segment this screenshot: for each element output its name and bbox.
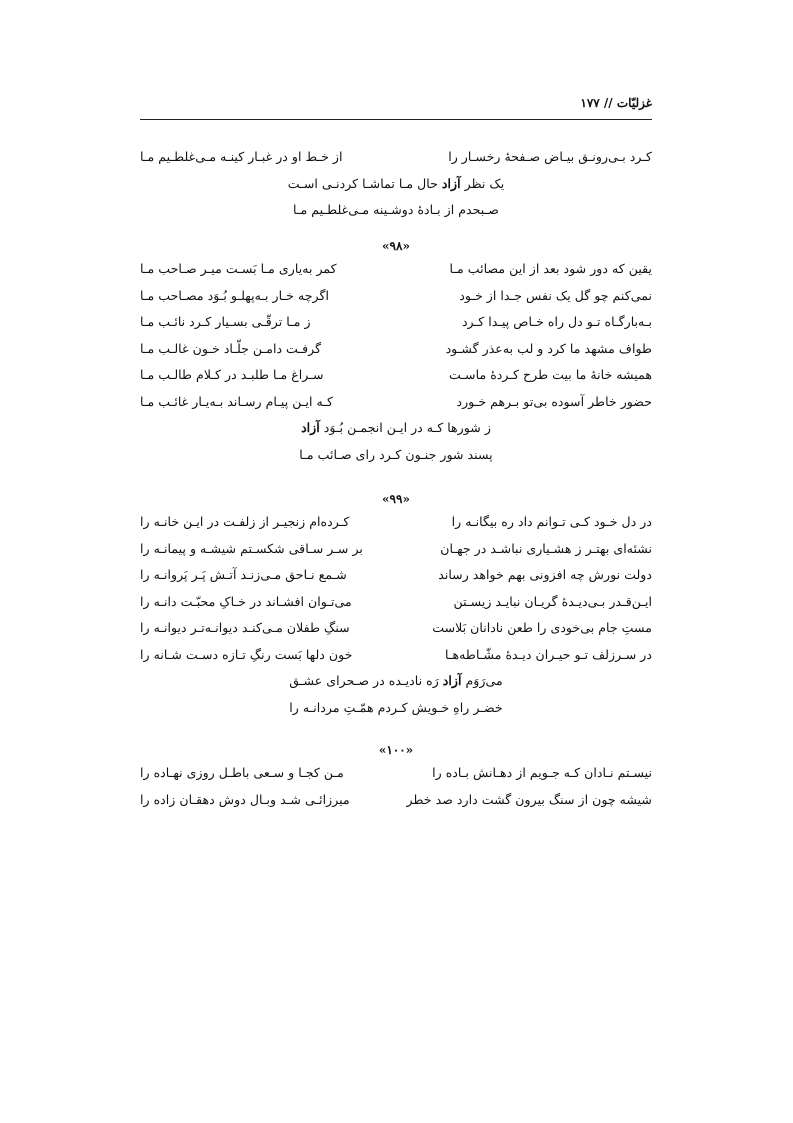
couplet [140, 389, 652, 416]
poem-100 [140, 740, 652, 813]
poet-name: آزاد [301, 420, 320, 435]
hemistich-second: سنگِ طفلان مـی‌کنـد دیوانـه‌تـر دیوانـه را [140, 620, 350, 635]
hemistich-first: کـرد بـی‌رونـق بیـاض صـفحهٔ رخسـار را [448, 149, 652, 164]
hemistich-second: گرفـت دامـن جلّـاد خـون غالـب مـا [140, 340, 322, 356]
couplet [140, 536, 652, 563]
poem-number: «۹۹» [382, 492, 410, 506]
poem-number: «۱۰۰» [378, 743, 414, 757]
hemistich-second: شـمع نـاحق مـی‌زنـد آتـش پَـر پَروانـه را [140, 567, 347, 582]
couplet [140, 787, 652, 814]
running-head: غزلیّات // ۱۷۷ [580, 96, 652, 110]
hemistich-first: طواف مشهد ما کرد و لب به‌عذر گشـود [445, 340, 652, 356]
couplet [140, 642, 652, 669]
hemistich-second: بر سـر سـاقی شکسـتم شیشـه و پیمانـه را [140, 540, 363, 556]
hemistich-first: نیسـتم نـادان کـه جـویم از دهـانش بـاده را [432, 765, 652, 780]
hemistich-second: از خـط او در غبـار کینـه مـی‌غلطـیم مـا [140, 149, 343, 164]
couplet [140, 336, 652, 363]
couplet [140, 362, 652, 389]
poet-name: آزاد [442, 673, 462, 688]
couplet [140, 256, 652, 283]
closing-line: ز شورها کـه در ایـن انجمـن بُـوَد آزاد [301, 420, 491, 435]
hemistich-first: همیشه خانهٔ ما بیت طرح کـردهٔ ماسـت [449, 367, 652, 382]
closing-line: یک نظر آزاد حال مـا تماشـا کردنـی اسـت [287, 175, 505, 191]
hemistich-first: دولت نورش چه افزونی بهم خواهد رساند [438, 567, 652, 582]
hemistich-first: نشئه‌ای بهتـر ز هشـیاری نباشـد در جهـان [440, 540, 652, 556]
poem-number: «۹۸» [382, 239, 410, 253]
closing-line: پسند شور جنـون کـرد رای صـائب مـا [299, 446, 493, 462]
closing-line: صـبحدم از بـادهٔ دوشـینه مـی‌غلطـیم مـا [292, 202, 499, 217]
couplet [140, 589, 652, 616]
couplet [140, 760, 652, 787]
hemistich-second: می‌تـوان افشـاند در خـاکِ محبّـت دانـه را [140, 593, 352, 609]
poem-fragment [140, 144, 652, 224]
hemistich-first: بـه‌بارگـاه تـو دل راه خـاص پیـدا کـرد [461, 314, 652, 329]
hemistich-second: خون دلها بَست رنگِ تـازه دسـت شـانه را [140, 646, 353, 662]
hemistich-first: نمی‌کنم چو گل یک نفس جـدا از خـود [459, 287, 652, 303]
hemistich-first: در سـرزلف تـو حیـران دیـدهٔ مشّـاطه‌هـا [445, 646, 652, 662]
hemistich-first: ایـن‌قـدر بـی‌دیـدهٔ گریـان نبایـد زیسـتن [453, 593, 652, 609]
hemistich-second: میرزائـی شـد وبـال دوش دهقـان زاده را [140, 791, 350, 807]
couplet [140, 509, 652, 536]
hemistich-second: کـرده‌ام زنجیـر از زلفـت در ایـن خانـه را [140, 514, 350, 529]
hemistich-second: کـه ایـن پیـام رسـاند بـه‌یـار غائـب مـا [140, 393, 333, 409]
hemistich-first: شیشه چون از سنگ بیرون گشت دارد صد خطر [406, 791, 652, 807]
hemistich-second: اگرچه خـار بـه‌پهلـو بُـوَد مصـاحب مـا [140, 287, 329, 303]
couplet [140, 309, 652, 336]
hemistich-first: در دل خـود کـی تـوانم داد ره بیگانـه را [451, 514, 652, 529]
closing-line: می‌رَوَم آزاد رَه نادیـده در صـحرای عشـق [289, 673, 503, 688]
poem-99 [140, 489, 652, 721]
hemistich-first: مستِ جام بی‌خودی را طعن نادانان بَلاست [432, 620, 652, 635]
hemistich-second: ز مـا ترقّـی بسـیار کـرد نائـب مـا [140, 314, 311, 329]
poet-name: آزاد [441, 175, 461, 191]
couplet [140, 283, 652, 310]
hemistich-second: کمر به‌یاری مـا بَسـت میـر صـاحب مـا [140, 261, 337, 276]
closing-line: خضـر راهِ خـویش کـردم همّـتِ مردانـه را [289, 699, 503, 715]
couplet [140, 615, 652, 642]
hemistich-second: سـراغ مـا طلبـد در کـلام طالـب مـا [140, 367, 324, 382]
couplet [140, 144, 652, 171]
hemistich-first: حضور خاطر آسوده بی‌تو بـرهم خـورد [456, 393, 652, 409]
header-rule [140, 119, 652, 120]
couplet [140, 562, 652, 589]
poem-98 [140, 236, 652, 468]
hemistich-first: یقین که دور شود بعد از این مصائب مـا [449, 261, 652, 276]
hemistich-second: مـن کجـا و سـعی باطـل روزی نهـاده را [140, 765, 344, 780]
